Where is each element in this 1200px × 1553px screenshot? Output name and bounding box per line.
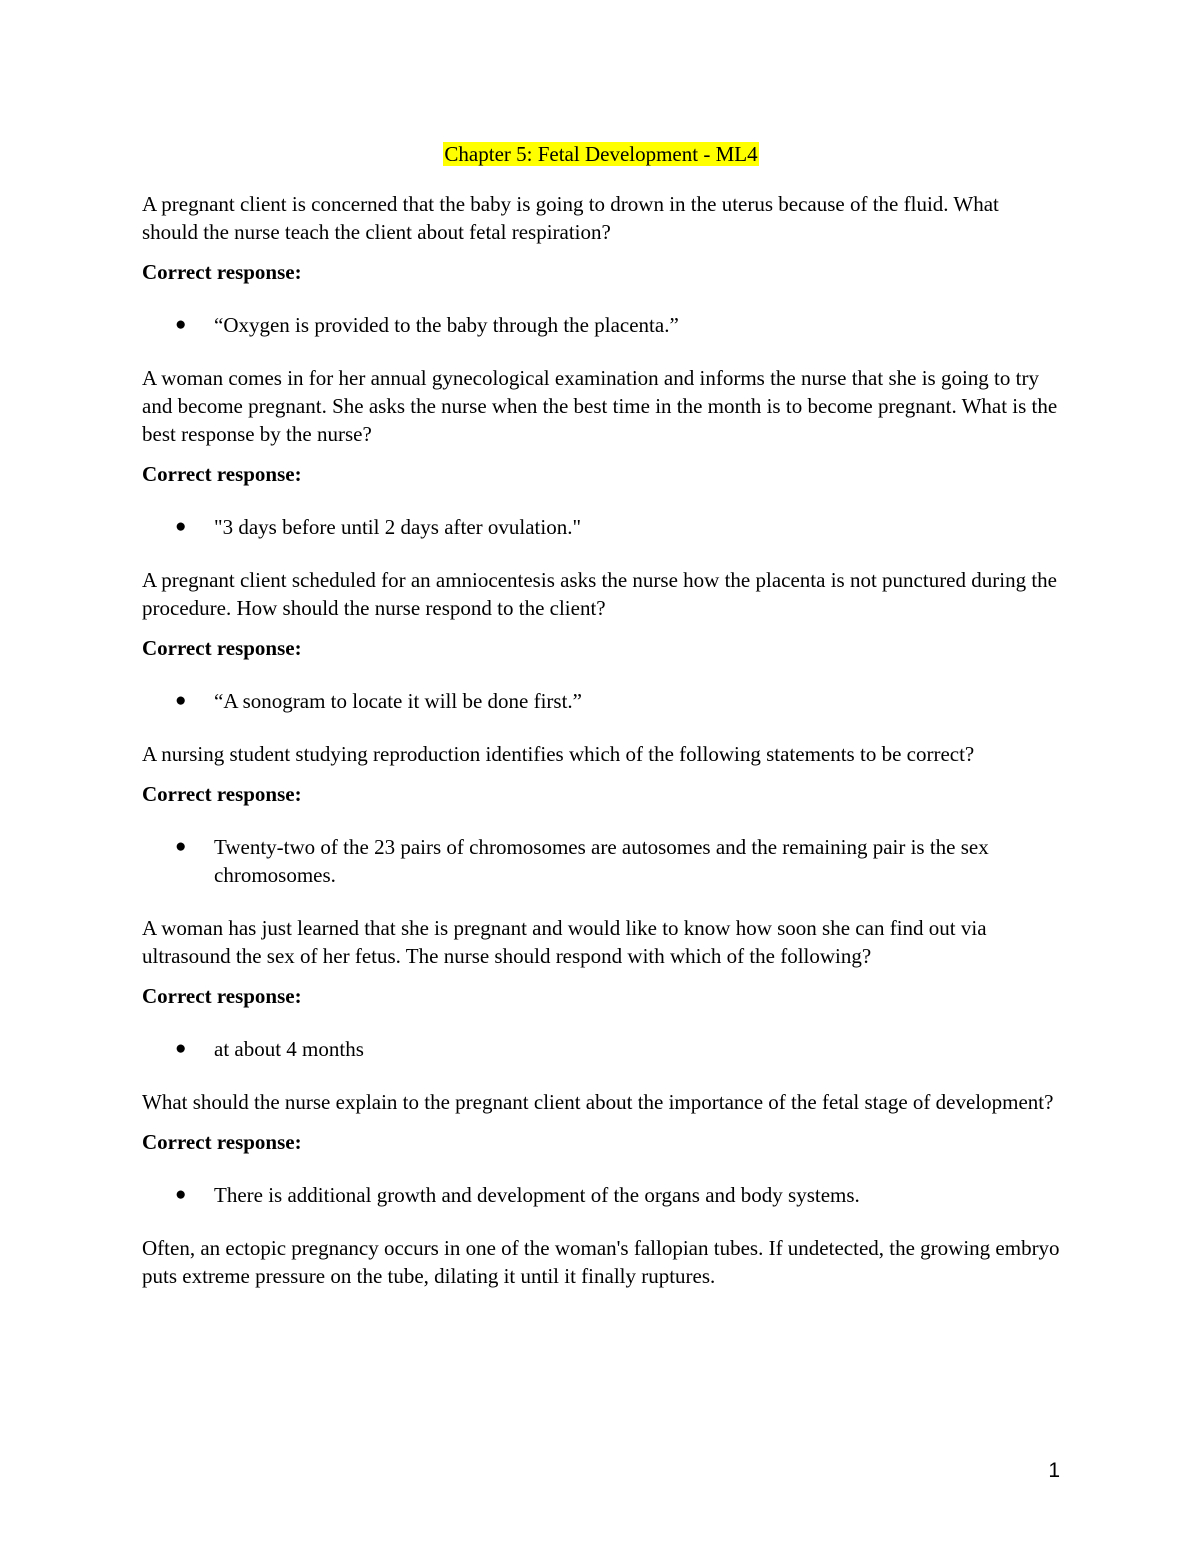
answer-list bbox=[142, 1181, 1060, 1209]
question-text: A pregnant client is concerned that the baby is going to drown in the uterus because of the fluid. What should the nurse teach the client about fetal respiration? bbox=[142, 192, 999, 244]
correct-response-label: Correct response: bbox=[142, 636, 302, 660]
document-title: Chapter 5: Fetal Development - ML4 bbox=[444, 142, 758, 166]
qa-block-1 bbox=[142, 190, 1060, 339]
answer-item bbox=[142, 1035, 1060, 1063]
bullet-icon: ● bbox=[175, 516, 187, 537]
answer-item bbox=[142, 687, 1060, 715]
answer-item bbox=[142, 311, 1060, 339]
qa-block-2 bbox=[142, 364, 1060, 541]
answer-item bbox=[142, 833, 1060, 889]
answer-item bbox=[142, 513, 1060, 541]
question-text: A woman has just learned that she is pregnant and would like to know how soon she can find out via ultrasound the sex of her fetus. The nurse should respond with which of the following? bbox=[142, 916, 987, 968]
answer-text: at about 4 months bbox=[214, 1037, 364, 1061]
bullet-icon: ● bbox=[175, 1184, 187, 1205]
correct-response-label: Correct response: bbox=[142, 984, 302, 1008]
closing-paragraph: Often, an ectopic pregnancy occurs in one of the woman's fallopian tubes. If undetected, the growing embryo puts extreme pressure on the tube, dilating it until it finally ruptures. bbox=[142, 1236, 1060, 1288]
qa-block-3 bbox=[142, 566, 1060, 715]
answer-list bbox=[142, 311, 1060, 339]
answer-list bbox=[142, 513, 1060, 541]
answer-text: "3 days before until 2 days after ovulation." bbox=[214, 515, 582, 539]
correct-response-label: Correct response: bbox=[142, 782, 302, 806]
bullet-icon: ● bbox=[175, 690, 187, 711]
bullet-icon: ● bbox=[175, 836, 187, 857]
qa-block-6 bbox=[142, 1088, 1060, 1209]
qa-block-5 bbox=[142, 914, 1060, 1063]
answer-list bbox=[142, 833, 1060, 889]
bullet-icon: ● bbox=[175, 314, 187, 335]
question-text: A woman comes in for her annual gynecological examination and informs the nurse that she is going to try and become pregnant. She asks the nurse when the best time in the month is to become pregnant. What is the best response by the nurse? bbox=[142, 366, 1058, 446]
bullet-icon: ● bbox=[175, 1038, 187, 1059]
answer-text: There is additional growth and development of the organs and body systems. bbox=[214, 1183, 860, 1207]
page-number: 1 bbox=[1048, 1459, 1060, 1482]
qa-block-4 bbox=[142, 740, 1060, 889]
correct-response-label: Correct response: bbox=[142, 462, 302, 486]
question-text: What should the nurse explain to the pregnant client about the importance of the fetal stage of development? bbox=[142, 1090, 1054, 1114]
answer-item bbox=[142, 1181, 1060, 1209]
answer-list bbox=[142, 687, 1060, 715]
correct-response-label: Correct response: bbox=[142, 1130, 302, 1154]
document-page bbox=[142, 140, 1060, 1302]
question-text: A pregnant client scheduled for an amniocentesis asks the nurse how the placenta is not punctured during the procedure. How should the nurse respond to the client? bbox=[142, 568, 1057, 620]
question-text: A nursing student studying reproduction identifies which of the following statements to be correct? bbox=[142, 742, 975, 766]
answer-text: Twenty-two of the 23 pairs of chromosomes are autosomes and the remaining pair is the sex chromosomes. bbox=[214, 835, 989, 887]
title-line bbox=[142, 140, 1060, 168]
answer-text: “Oxygen is provided to the baby through the placenta.” bbox=[214, 313, 679, 337]
answer-list bbox=[142, 1035, 1060, 1063]
answer-text: “A sonogram to locate it will be done first.” bbox=[214, 689, 582, 713]
correct-response-label: Correct response: bbox=[142, 260, 302, 284]
